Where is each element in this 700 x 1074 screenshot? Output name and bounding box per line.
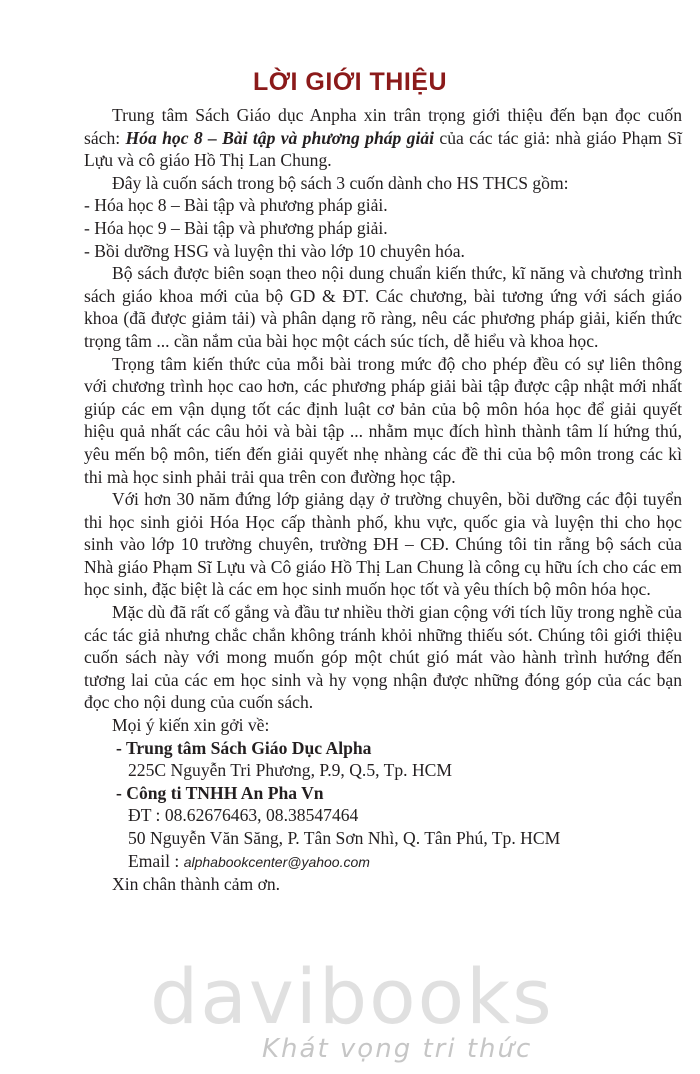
watermark-slogan: Khát vọng tri thức xyxy=(262,1034,533,1064)
contact-org2-address: 50 Nguyễn Văn Săng, P. Tân Sơn Nhì, Q. Tân Phú, Tp. HCM xyxy=(128,828,561,848)
email-label: Email : xyxy=(128,850,184,871)
book-title: Hóa học 8 – Bài tập và phương pháp giải xyxy=(125,127,435,148)
series-item: - Bồi dưỡng HSG và luyện thi vào lớp 10 chuyên hóa. xyxy=(84,240,465,261)
intro-text-after: của các tác giả: nhà giáo Phạm Sĩ Lựu và cô giáo Hồ Thị Lan Chung. xyxy=(84,127,682,171)
body-paragraph: Trọng tâm kiến thức của mỗi bài trong mức độ cho phép đều có sự liên thông với chương trình học cao hơn, các phương pháp giải bài tập được cập nhật mới nhất giúp các em vận dụng tốt các định luật cơ bản của bộ môn hóa học để giải quyết hiệu quả nhất các câu hỏi và bài tập ... nhằm mục đích hình thành tâm lí hứng thú, yêu mến bộ môn, tiến đến giải quyết nhẹ nhàng các đề thi của bộ môn trong các kì thi mà học sinh phải trải qua trên con đường học tập. xyxy=(84,353,682,487)
watermark-brand: davibooks xyxy=(150,952,554,1041)
body-paragraph: Bộ sách được biên soạn theo nội dung chuẩn kiến thức, kĩ năng và chương trình sách giáo khoa mới của bộ GD & ĐT. Các chương, bài tương ứng với sách giáo khoa (đã được giảm tải) và phân dạng rõ ràng, nêu các phương pháp giải, kiến thức trọng tâm ... cần nắm của bài học một cách súc tích, dễ hiểu và khoa học. xyxy=(84,263,682,351)
intro-paragraph xyxy=(84,104,682,172)
contact-org1-name: - Trung tâm Sách Giáo Dục Alpha xyxy=(116,737,372,758)
body-paragraph: Mặc dù đã rất cố gắng và đầu tư nhiều thời gian cộng với tích lũy trong nghề của các tác giả nhưng chắc chắn không tránh khỏi những thiếu sót. Chúng tôi giới thiệu cuốn sách này với mong muốn góp một chút gió mát vào hành trình hướng đến tương lai của các em học sinh và hy vọng nhận được những đóng góp của các bạn đọc cho nội dung của cuốn sách. xyxy=(84,602,682,713)
contact-org1-address: 225C Nguyễn Tri Phương, P.9, Q.5, Tp. HCM xyxy=(128,760,453,781)
email-link[interactable]: alphabookcenter@yahoo.com xyxy=(183,853,370,870)
contact-org2-name: - Công ti TNHH An Pha Vn xyxy=(116,782,324,803)
closing-line: Xin chân thành cảm ơn. xyxy=(112,874,281,895)
body-paragraph: Với hơn 30 năm đứng lớp giảng dạy ở trường chuyên, bồi dưỡng các đội tuyển thi học sinh giỏi Hóa Học cấp thành phố, khu vực, quốc gia và luyện thi cho học sinh vào lớp 10 trường chuyên, trường ĐH – CĐ. Chúng tôi tin rằng bộ sách của Nhà giáo Phạm Sĩ Lựu và Cô giáo Hồ Thị Lan Chung là công cụ hữu ích cho các em học sinh, đặc biệt là các em học sinh muốn học tốt và yêu thích bộ môn hóa học. xyxy=(84,489,682,600)
contact-phone: ĐT : 08.62676463, 08.38547464 xyxy=(128,805,359,826)
feedback-intro: Mọi ý kiến xin gởi về: xyxy=(112,715,270,736)
series-item: - Hóa học 9 – Bài tập và phương pháp giải. xyxy=(84,217,388,238)
page-title: LỜI GIỚI THIỆU xyxy=(252,68,448,96)
series-item: - Hóa học 8 – Bài tập và phương pháp giải. xyxy=(84,195,388,216)
contact-email-line xyxy=(84,850,682,874)
intro-text-before: Trung tâm Sách Giáo dục Anpha xin trân trọng giới thiệu đến bạn đọc cuốn sách: xyxy=(84,105,682,148)
series-intro: Đây là cuốn sách trong bộ sách 3 cuốn dành cho HS THCS gồm: xyxy=(112,172,569,193)
document-body xyxy=(84,104,682,896)
